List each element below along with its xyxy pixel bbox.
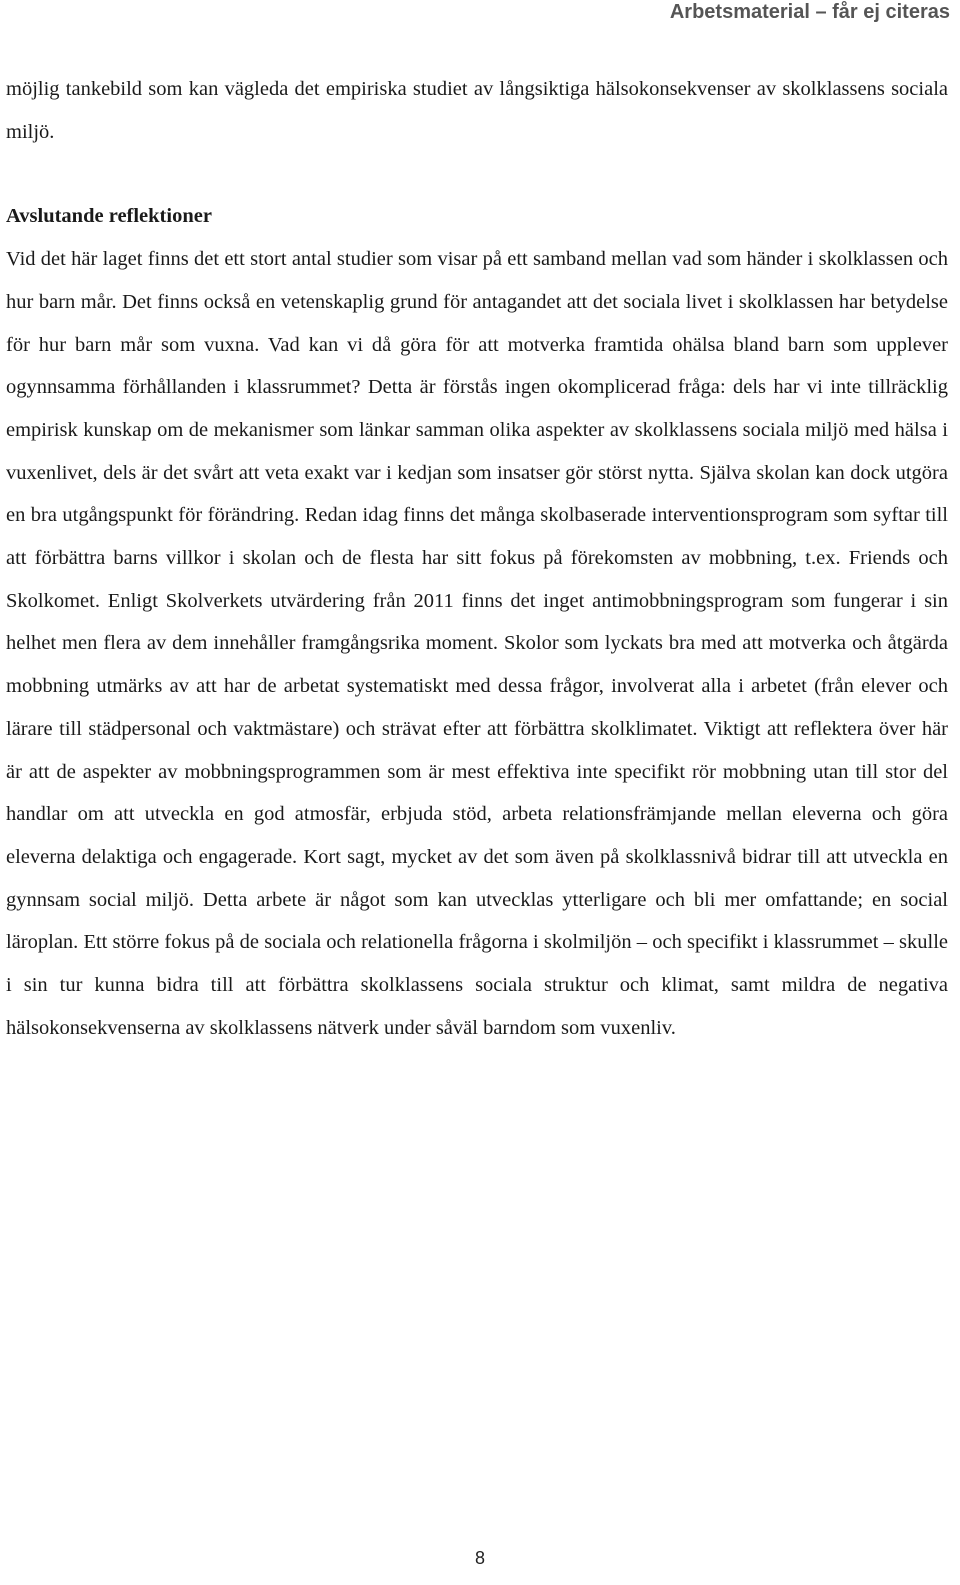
- running-header: Arbetsmaterial – får ej citeras: [669, 1, 950, 23]
- page-number: 8: [474, 1548, 485, 1568]
- section-heading: Avslutande reflektioner: [6, 205, 212, 228]
- paragraph-gap: [6, 153, 948, 195]
- continuation-paragraph: möjlig tankebild som kan vägleda det empiriska studiet av långsiktiga hälsokonsekvenser av skolklassens sociala miljö.: [6, 78, 948, 143]
- document-body: [6, 68, 948, 1049]
- body-paragraph: Vid det här laget finns det ett stort antal studier som visar på ett samband mellan vad som händer i skolklassen och hur barn mår. Det finns också en vetenskaplig grund för antagandet att det sociala livet i skolklassen har betydelse för hur barn mår som vuxna. Vad kan vi då göra för att motverka framtida ohälsa bland barn som upplever ogynnsamma förhållanden i klassrummet? Detta är förstås ingen okomplicerad fråga: dels har vi inte tillräcklig empirisk kunskap om de mekanismer som länkar samman olika aspekter av skolklassens sociala miljö med hälsa i vuxenlivet, dels är det svårt att veta exakt var i kedjan som insatser gör störst nytta. Själva skolan kan dock utgöra en bra utgångspunkt för förändring. Redan idag finns det många skolbaserade interventionsprogram som syftar till att förbättra barns villkor i skolan och de flesta har sitt fokus på förekomsten av mobbning, t.ex. Friends och Skolkomet. Enligt Skolverkets utvärdering från 2011 finns det inget antimobbningsprogram som fungerar i sin helhet men flera av dem innehåller framgångsrika moment. Skolor som lyckats bra med att motverka och åtgärda mobbning utmärks av att har de arbetat systematiskt med dessa frågor, involverat alla i arbetet (från elever och lärare till städpersonal och vaktmästare) och strävat efter att förbättra skolklimatet. Viktigt att reflektera över här är att de aspekter av mobbningsprogrammen som är mest effektiva inte specifikt rör mobbning utan till stor del handlar om att utveckla en god atmosfär, erbjuda stöd, arbeta relationsfrämjande mellan eleverna och göra eleverna delaktiga och engagerade. Kort sagt, mycket av det som även på skolklassnivå bidrar till att utveckla en gynnsam social miljö. Detta arbete är något som kan utvecklas ytterligare och bli mer omfattande; en social läroplan. Ett större fokus på de sociala och relationella frågorna i skolmiljön – och specifikt i klassrummet – skulle i sin tur kunna bidra till att förbättra skolklassens sociala struktur och klimat, samt mildra de negativa hälsokonsekvenserna av skolklassens nätverk under såväl barndom som vuxenliv.: [6, 248, 948, 1039]
